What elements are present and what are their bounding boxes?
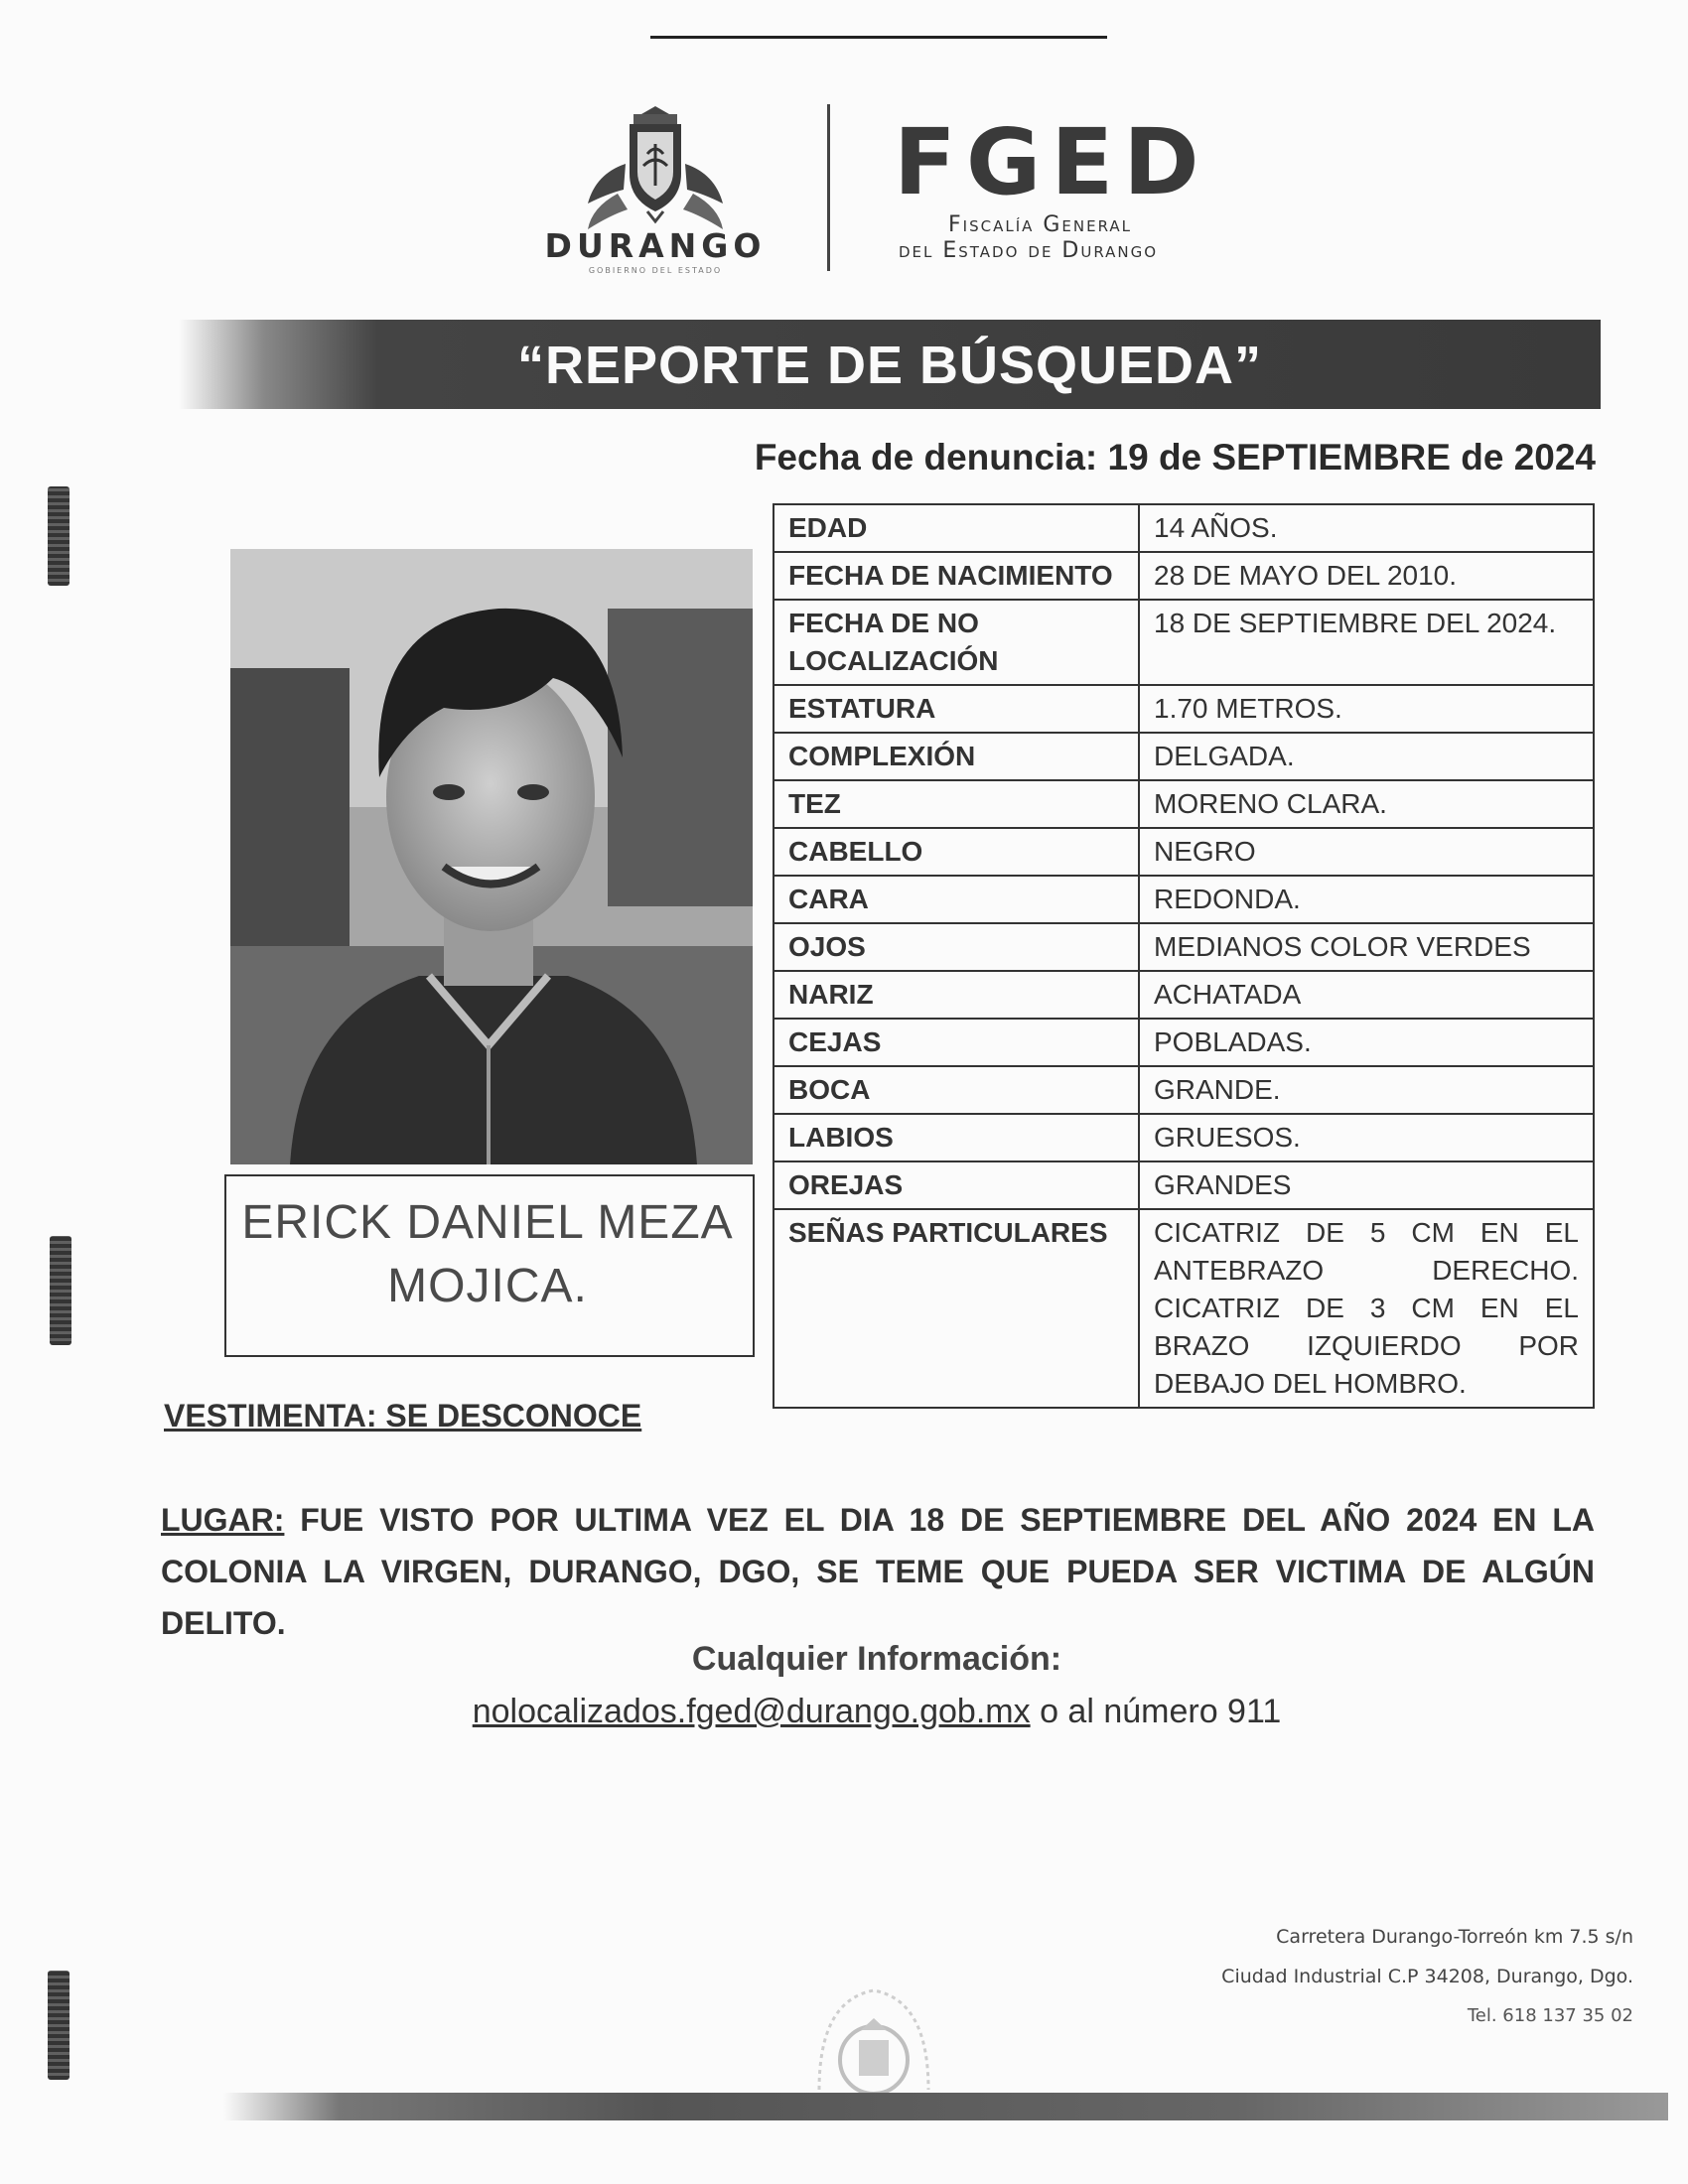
details-row: [774, 828, 1594, 876]
footer-address-line1: Carretera Durango-Torreón km 7.5 s/n: [1276, 1926, 1633, 1948]
details-row: [774, 504, 1594, 552]
details-value: CICATRIZ DE 5 CM EN EL ANTEBRAZO DERECHO. CICATRIZ DE 3 CM EN EL BRAZO IZQUIERDO POR DEBAJO DEL HOMBRO.: [1139, 1209, 1594, 1408]
details-value: NEGRO: [1139, 828, 1594, 876]
details-value: GRANDES: [1139, 1161, 1594, 1209]
contact-email-link[interactable]: nolocalizados.fged@durango.gob.mx: [472, 1693, 1031, 1730]
details-label: ESTATURA: [774, 685, 1139, 733]
details-label: CEJAS: [774, 1019, 1139, 1066]
details-value: ACHATADA: [1139, 971, 1594, 1019]
details-label: TEZ: [774, 780, 1139, 828]
details-label: CARA: [774, 876, 1139, 923]
place-text: FUE VISTO POR ULTIMA VEZ EL DIA 18 DE SEPTIEMBRE DEL AÑO 2024 EN LA COLONIA LA VIRGEN, DURANGO, DGO, SE TEME QUE PUEDA SER VICTIMA DE ALGÚN DELITO.: [161, 1502, 1596, 1641]
details-row: [774, 552, 1594, 600]
details-row: [774, 733, 1594, 780]
details-row: [774, 876, 1594, 923]
details-row: [774, 1019, 1594, 1066]
footer-bar: [223, 2093, 1668, 2120]
details-value: DELGADA.: [1139, 733, 1594, 780]
details-label: NARIZ: [774, 971, 1139, 1019]
details-value: 18 DE SEPTIEMBRE DEL 2024.: [1139, 600, 1594, 685]
fged-name-line1: Fiscalía General: [948, 212, 1133, 237]
details-label: EDAD: [774, 504, 1139, 552]
details-value: 1.70 METROS.: [1139, 685, 1594, 733]
details-label: BOCA: [774, 1066, 1139, 1114]
contact-line: [0, 1693, 1688, 1731]
scan-mark: [48, 1971, 70, 2080]
details-label: CABELLO: [774, 828, 1139, 876]
details-row: [774, 600, 1594, 685]
contact-title: Cualquier Información:: [691, 1640, 1062, 1678]
durango-tagline: GOBIERNO DEL ESTADO: [588, 266, 723, 275]
missing-person-name: ERICK DANIEL MEZA MOJICA.: [241, 1196, 734, 1312]
details-row: [774, 971, 1594, 1019]
details-row: [774, 1161, 1594, 1209]
details-value: GRANDE.: [1139, 1066, 1594, 1114]
top-rule: [650, 36, 1107, 39]
scan-mark: [48, 486, 70, 586]
page-title: “REPORTE DE BÚSQUEDA”: [516, 336, 1263, 395]
physical-details-table: [773, 503, 1595, 1409]
details-row: [774, 1114, 1594, 1161]
durango-wordmark: DURANGO: [544, 226, 767, 265]
details-value: MEDIANOS COLOR VERDES: [1139, 923, 1594, 971]
details-label: OREJAS: [774, 1161, 1139, 1209]
header-divider: [827, 104, 830, 271]
details-value: MORENO CLARA.: [1139, 780, 1594, 828]
contact-phone-text: o al número 911: [1040, 1693, 1282, 1730]
fged-logo: FGED: [894, 109, 1209, 215]
details-label: LABIOS: [774, 1114, 1139, 1161]
fged-name-line2: del Estado de Durango: [899, 238, 1159, 263]
details-label: OJOS: [774, 923, 1139, 971]
details-value: GRUESOS.: [1139, 1114, 1594, 1161]
footer-phone: Tel. 618 137 35 02: [1467, 2005, 1633, 2026]
details-value: REDONDA.: [1139, 876, 1594, 923]
details-row: [774, 1209, 1594, 1408]
place-label: LUGAR:: [161, 1502, 285, 1538]
details-value: 14 AÑOS.: [1139, 504, 1594, 552]
report-date: Fecha de denuncia: 19 de SEPTIEMBRE de 2024: [754, 437, 1596, 478]
details-row: [774, 685, 1594, 733]
details-row: [774, 780, 1594, 828]
details-row: [774, 1066, 1594, 1114]
details-value: 28 DE MAYO DEL 2010.: [1139, 552, 1594, 600]
details-label: FECHA DE NO LOCALIZACIÓN: [774, 600, 1139, 685]
details-label: FECHA DE NACIMIENTO: [774, 552, 1139, 600]
clothing-description: VESTIMENTA: SE DESCONOCE: [164, 1398, 642, 1433]
details-label: COMPLEXIÓN: [774, 733, 1139, 780]
scan-mark: [50, 1236, 71, 1345]
footer-address-line2: Ciudad Industrial C.P 34208, Durango, Dgo.: [1221, 1966, 1633, 1987]
details-value: POBLADAS.: [1139, 1019, 1594, 1066]
last-seen-paragraph: [161, 1494, 1595, 1649]
missing-person-photo: [230, 549, 753, 1164]
details-label: SEÑAS PARTICULARES: [774, 1209, 1139, 1408]
details-row: [774, 923, 1594, 971]
